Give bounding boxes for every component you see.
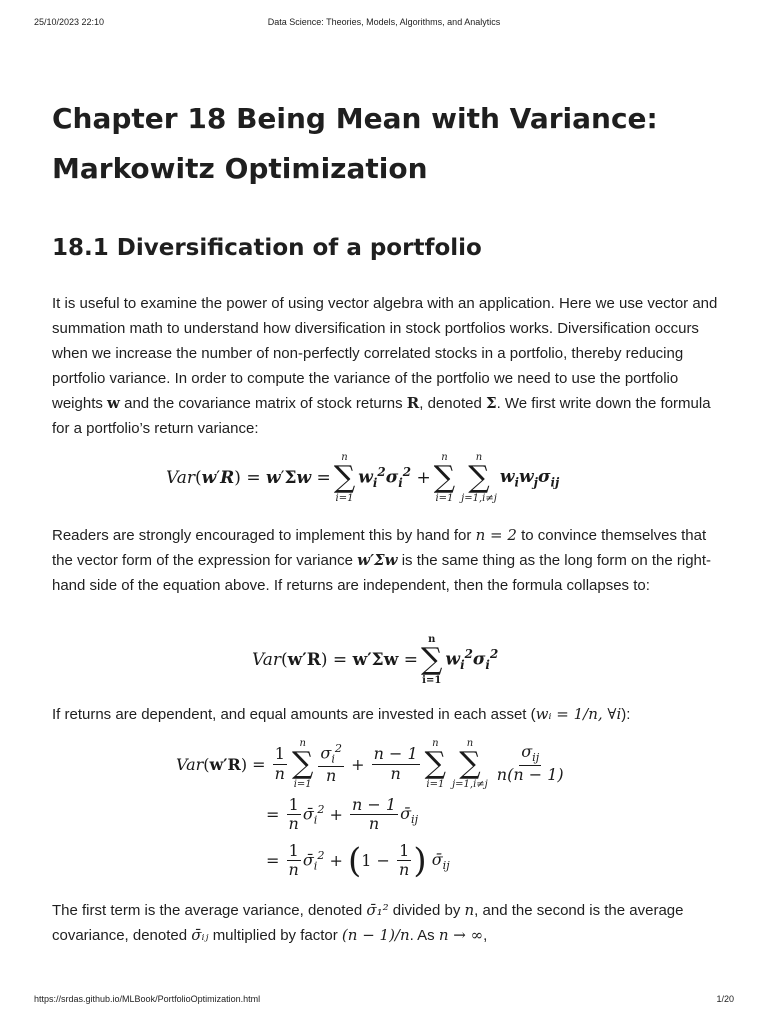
text: It is useful to examine the power of using vector algebra with an application. Here we use vector and summation math to understand how diversification in stock portfolios works. Diversification occurs when we increase the number of non-perfectly correlated stocks in a portfolio, thereby reducing portfolio variance. In order to compute the variance of the portfolio we need to use the portfolio weights: [52, 295, 718, 412]
text: . We first write down the formula for a portfolio’s return variance:: [52, 395, 711, 437]
text: to convince themselves that the vector form of the expression for variance: [52, 527, 707, 569]
text: Readers are strongly encouraged to implement this by hand for: [52, 527, 472, 544]
text: , and the second is the average covariance, denoted: [52, 902, 684, 944]
equation-dependent-returns: [176, 738, 616, 888]
math-n-equals-2: n = 2: [475, 526, 517, 544]
print-header-title: Data Science: Theories, Models, Algorithms, and Analytics: [267, 17, 501, 27]
math-wsigmaw: w′Σw: [357, 551, 398, 569]
text: divided by: [392, 902, 461, 919]
paragraph-intro: [52, 291, 724, 441]
text: multiplied by factor: [212, 927, 338, 944]
paragraph-average-variance: [52, 898, 724, 948]
math-R: R: [406, 394, 420, 412]
equation-line-3: = $\frac{1}{n}$ $\sigmā_i^2$ + ( 1 − $\frac{1}{n}$ ) $\sigmā_{ij}$: [266, 840, 450, 881]
math-sigma: Σ: [485, 394, 497, 412]
math-factor: (n − 1)/n: [341, 926, 410, 944]
text: The first term is the average variance, denoted: [52, 902, 363, 919]
math-equal-weights: wᵢ = 1/n, ∀i: [535, 705, 622, 723]
page-number: 1/20: [716, 994, 734, 1004]
text: . As: [409, 927, 435, 944]
math-w: w: [107, 394, 120, 412]
chapter-title: Chapter 18 Being Mean with Variance: Markowitz Optimization: [52, 102, 658, 185]
text: ):: [621, 706, 631, 723]
math-avg-variance: σ̄₁²: [366, 901, 389, 919]
paragraph-readers: [52, 523, 724, 598]
math-avg-covariance: σ̄ᵢⱼ: [191, 926, 209, 944]
paragraph-dependent: [52, 702, 724, 727]
equation-line-2: = $\frac{1}{n}$ $\sigmā_i^2$ + $\frac{n - 1}{n}$ $\sigmā_{ij}$: [266, 795, 419, 834]
section-title: 18.1 Diversification of a portfolio: [52, 235, 482, 261]
text: and the covariance matrix of stock returns: [124, 395, 403, 412]
print-datetime: 25/10/2023 22:10: [34, 17, 105, 27]
text: , denoted: [419, 395, 482, 412]
equation-line-1: Var ( w′R ) = $\frac{1}{n}$ n ∑ i=1 $\frac{\sigma_i^2}{n}$ + $\frac{n - 1}{n}$ n ∑ i=1 n ∑ j=1,i≠j $\frac{\sigma_{ij}}{n(n - 1)}$: [176, 738, 564, 790]
text: ,: [483, 927, 488, 944]
text: If returns are dependent, and equal amounts are invested in each asset (: [52, 706, 536, 723]
math-limit: n → ∞: [438, 926, 484, 944]
text: is the same thing as the long form on the right-hand side of the equation above. If returns are independent, then the formula collapses to:: [52, 552, 712, 594]
math-n: n: [464, 901, 475, 919]
page-url: https://srdas.github.io/MLBook/PortfolioOptimization.html: [34, 994, 261, 1004]
